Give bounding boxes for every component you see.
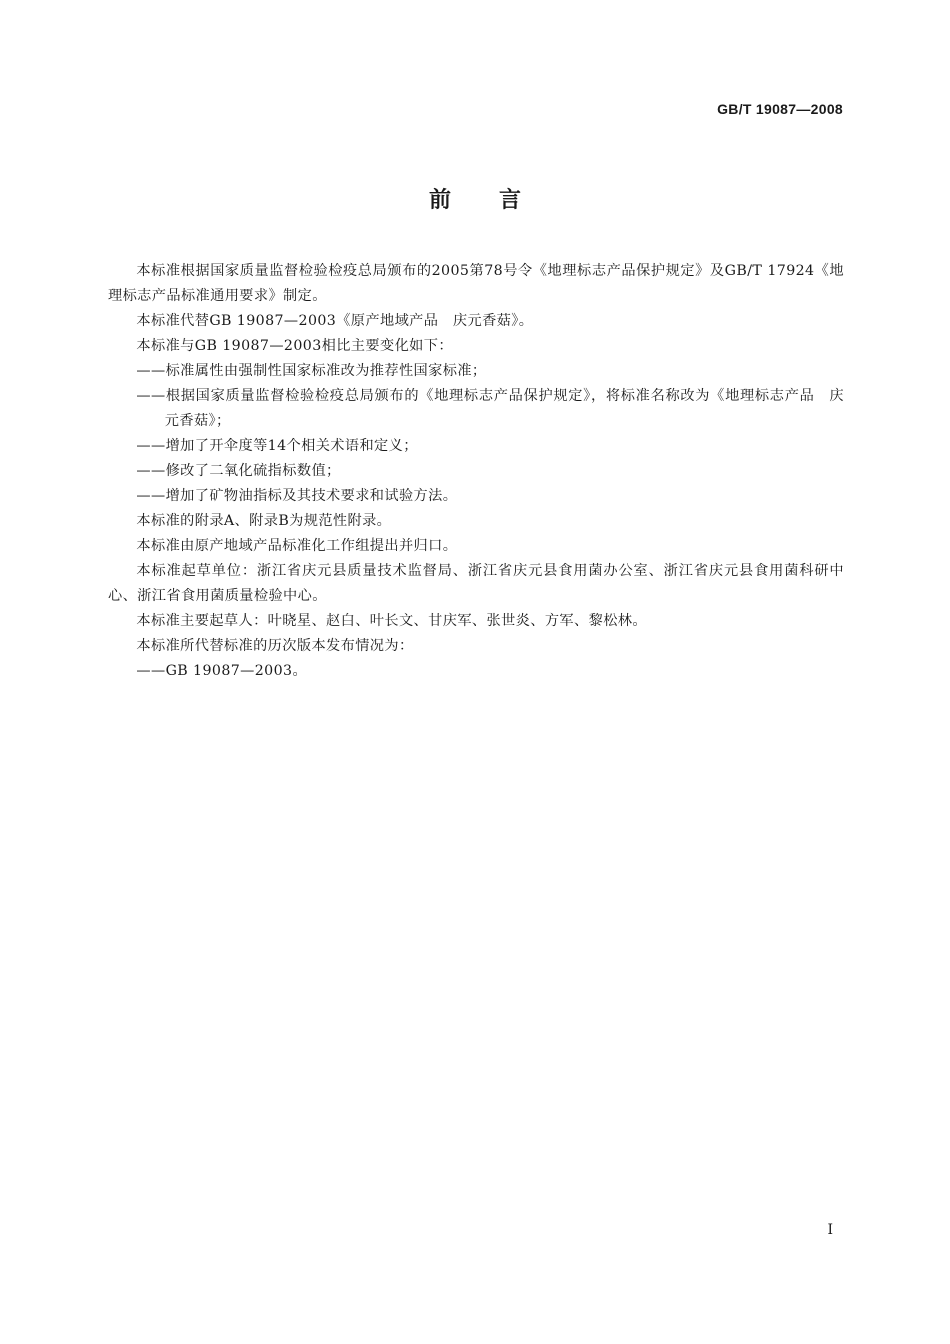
change-item: ——增加了开伞度等14个相关术语和定义； bbox=[136, 438, 418, 454]
paragraph-changes-intro: 本标准与GB 19087—2003相比主要变化如下： bbox=[136, 338, 453, 354]
page-title: 前言 bbox=[428, 188, 569, 213]
paragraph-basis: 本标准根据国家质量监督检验检疫总局颁布的2005第78号令《地理标志产品保护规定》及GB/T 17924《地理标志产品标准通用要求》制定。 bbox=[108, 263, 844, 304]
paragraph-drafting-units: 本标准起草单位：浙江省庆元县质量技术监督局、浙江省庆元县食用菌办公室、浙江省庆元县食用菌科研中心、浙江省食用菌质量检验中心。 bbox=[108, 563, 844, 604]
paragraph-drafters: 本标准主要起草人：叶晓星、赵白、叶长文、甘庆军、张世炎、方军、黎松林。 bbox=[136, 613, 647, 629]
paragraph-annexes: 本标准的附录A、附录B为规范性附录。 bbox=[136, 513, 392, 529]
paragraph-replaces: 本标准代替GB 19087—2003《原产地域产品 庆元香菇》。 bbox=[136, 313, 534, 329]
change-item: ——根据国家质量监督检验检疫总局颁布的《地理标志产品保护规定》，将标准名称改为《地理标志产品 庆元香菇》； bbox=[136, 388, 844, 429]
change-item: ——标准属性由强制性国家标准改为推荐性国家标准； bbox=[136, 363, 487, 379]
paragraph-proposed-by: 本标准由原产地域产品标准化工作组提出并归口。 bbox=[136, 538, 458, 554]
history-item: ——GB 19087—2003。 bbox=[136, 663, 308, 679]
paragraph-history-intro: 本标准所代替标准的历次版本发布情况为： bbox=[136, 638, 414, 654]
page-number: I bbox=[827, 1222, 833, 1238]
standard-number: GB/T 19087—2008 bbox=[717, 101, 843, 117]
foreword-body bbox=[108, 259, 844, 684]
change-item: ——增加了矿物油指标及其技术要求和试验方法。 bbox=[136, 488, 458, 504]
change-item: ——修改了二氧化硫指标数值； bbox=[136, 463, 341, 479]
